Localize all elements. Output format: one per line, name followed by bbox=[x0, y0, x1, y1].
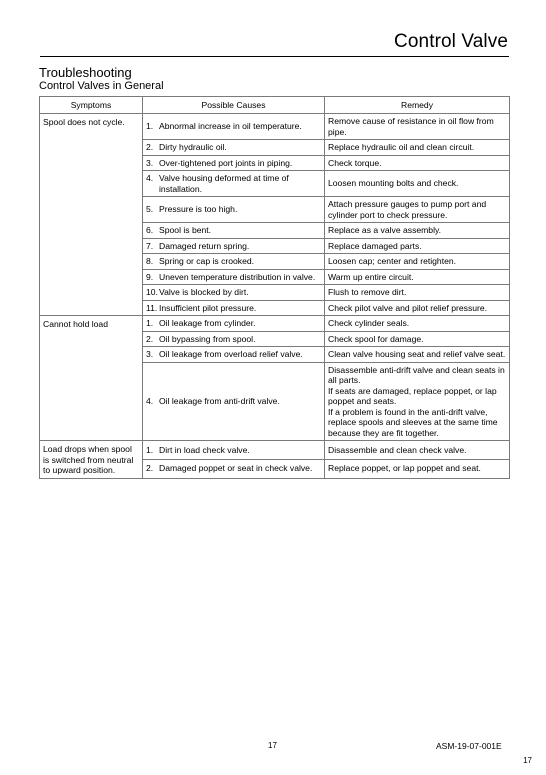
page-number: 17 bbox=[268, 741, 277, 750]
cause-cell bbox=[143, 441, 325, 460]
cause-cell bbox=[143, 300, 325, 316]
remedy-cell: Check spool for damage. bbox=[325, 331, 510, 347]
remedy-cell: Disassemble anti-drift valve and clean seats in all parts. If seats are damaged, replace poppet, or lap poppet and seats. If a problem is found in the anti-drift valve, replace spools and sleeves at the same time because they are fit together. bbox=[325, 362, 510, 441]
cause-text: Spool is bent. bbox=[159, 225, 212, 235]
remedy-cell: Loosen mounting bolts and check. bbox=[325, 171, 510, 197]
cause-text: Dirty hydraulic oil. bbox=[159, 142, 227, 152]
symptom-cell: Load drops when spool is switched from neutral to upward position. bbox=[40, 441, 143, 479]
cause-number: 3. bbox=[146, 157, 154, 168]
section-title: Troubleshooting bbox=[39, 65, 132, 80]
remedy-cell: Check torque. bbox=[325, 155, 510, 171]
remedy-cell: Replace hydraulic oil and clean circuit. bbox=[325, 140, 510, 156]
table-row bbox=[40, 441, 510, 460]
remedy-cell: Replace poppet, or lap poppet and seat. bbox=[325, 459, 510, 478]
section-subtitle: Control Valves in General bbox=[39, 80, 164, 92]
header-divider bbox=[40, 56, 509, 57]
cause-number: 1. bbox=[146, 444, 154, 455]
cause-cell bbox=[143, 114, 325, 140]
remedy-cell: Disassemble and clean check valve. bbox=[325, 441, 510, 460]
cause-cell bbox=[143, 459, 325, 478]
cause-text: Valve is blocked by dirt. bbox=[159, 287, 249, 297]
cause-cell bbox=[143, 362, 325, 441]
cause-number: 2. bbox=[146, 333, 154, 344]
cause-cell bbox=[143, 285, 325, 301]
cause-cell bbox=[143, 155, 325, 171]
remedy-cell: Clean valve housing seat and relief valve seat. bbox=[325, 347, 510, 363]
cause-number: 11. bbox=[146, 302, 158, 313]
cause-text: Uneven temperature distribution in valve. bbox=[159, 271, 316, 282]
troubleshooting-table bbox=[39, 96, 510, 479]
remedy-cell: Check cylinder seals. bbox=[325, 316, 510, 332]
column-header-remedy: Remedy bbox=[325, 97, 510, 114]
cause-text: Oil leakage from overload relief valve. bbox=[159, 349, 303, 359]
cause-number: 4. bbox=[146, 396, 154, 406]
remedy-cell: Replace damaged parts. bbox=[325, 238, 510, 254]
cause-cell bbox=[143, 238, 325, 254]
cause-number: 1. bbox=[146, 121, 154, 132]
table-body bbox=[40, 114, 510, 479]
cause-text: Dirt in load check valve. bbox=[159, 444, 250, 455]
symptom-cell: Spool does not cycle. bbox=[40, 114, 143, 316]
cause-text: Over-tightened port joints in piping. bbox=[159, 157, 293, 168]
cause-text: Damaged return spring. bbox=[159, 240, 250, 251]
cause-text: Valve housing deformed at time of installation. bbox=[159, 173, 289, 194]
remedy-cell: Flush to remove dirt. bbox=[325, 285, 510, 301]
cause-number: 3. bbox=[146, 349, 154, 359]
cause-text: Oil leakage from cylinder. bbox=[159, 318, 256, 328]
remedy-cell: Attach pressure gauges to pump port and cylinder port to check pressure. bbox=[325, 197, 510, 223]
cause-text: Oil leakage from anti-drift valve. bbox=[159, 396, 280, 406]
table-row bbox=[40, 114, 510, 140]
cause-cell bbox=[143, 347, 325, 363]
cause-text: Abnormal increase in oil temperature. bbox=[159, 121, 302, 132]
remedy-cell: Check pilot valve and pilot relief pressure. bbox=[325, 300, 510, 316]
remedy-cell: Warm up entire circuit. bbox=[325, 269, 510, 285]
corner-page-number: 17 bbox=[523, 756, 532, 765]
document-id: ASM-19-07-001E bbox=[436, 741, 502, 751]
cause-cell bbox=[143, 171, 325, 197]
table-row bbox=[40, 316, 510, 332]
cause-number: 6. bbox=[146, 225, 154, 235]
cause-text: Damaged poppet or seat in check valve. bbox=[159, 463, 313, 474]
column-header-symptoms: Symptoms bbox=[40, 97, 143, 114]
cause-text: Oil bypassing from spool. bbox=[159, 333, 256, 344]
page-title: Control Valve bbox=[394, 31, 508, 52]
cause-number: 8. bbox=[146, 256, 154, 266]
cause-number: 4. bbox=[146, 173, 154, 183]
remedy-cell: Replace as a valve assembly. bbox=[325, 223, 510, 239]
cause-cell bbox=[143, 223, 325, 239]
column-header-possible-causes: Possible Causes bbox=[143, 97, 325, 114]
cause-number: 2. bbox=[146, 142, 154, 152]
cause-text: Insufficient pilot pressure. bbox=[159, 302, 257, 313]
cause-number: 2. bbox=[146, 463, 154, 474]
cause-cell bbox=[143, 331, 325, 347]
cause-number: 1. bbox=[146, 318, 154, 328]
cause-number: 10. bbox=[146, 287, 158, 297]
table-header-row bbox=[40, 97, 510, 114]
cause-text: Pressure is too high. bbox=[159, 204, 238, 215]
cause-cell bbox=[143, 140, 325, 156]
symptom-cell: Cannot hold load bbox=[40, 316, 143, 441]
cause-cell bbox=[143, 269, 325, 285]
cause-cell bbox=[143, 254, 325, 270]
remedy-cell: Loosen cap; center and retighten. bbox=[325, 254, 510, 270]
cause-number: 9. bbox=[146, 271, 154, 282]
cause-cell bbox=[143, 316, 325, 332]
cause-cell bbox=[143, 197, 325, 223]
cause-text: Spring or cap is crooked. bbox=[159, 256, 255, 266]
cause-number: 5. bbox=[146, 204, 154, 215]
remedy-cell: Remove cause of resistance in oil flow from pipe. bbox=[325, 114, 510, 140]
cause-number: 7. bbox=[146, 240, 154, 251]
